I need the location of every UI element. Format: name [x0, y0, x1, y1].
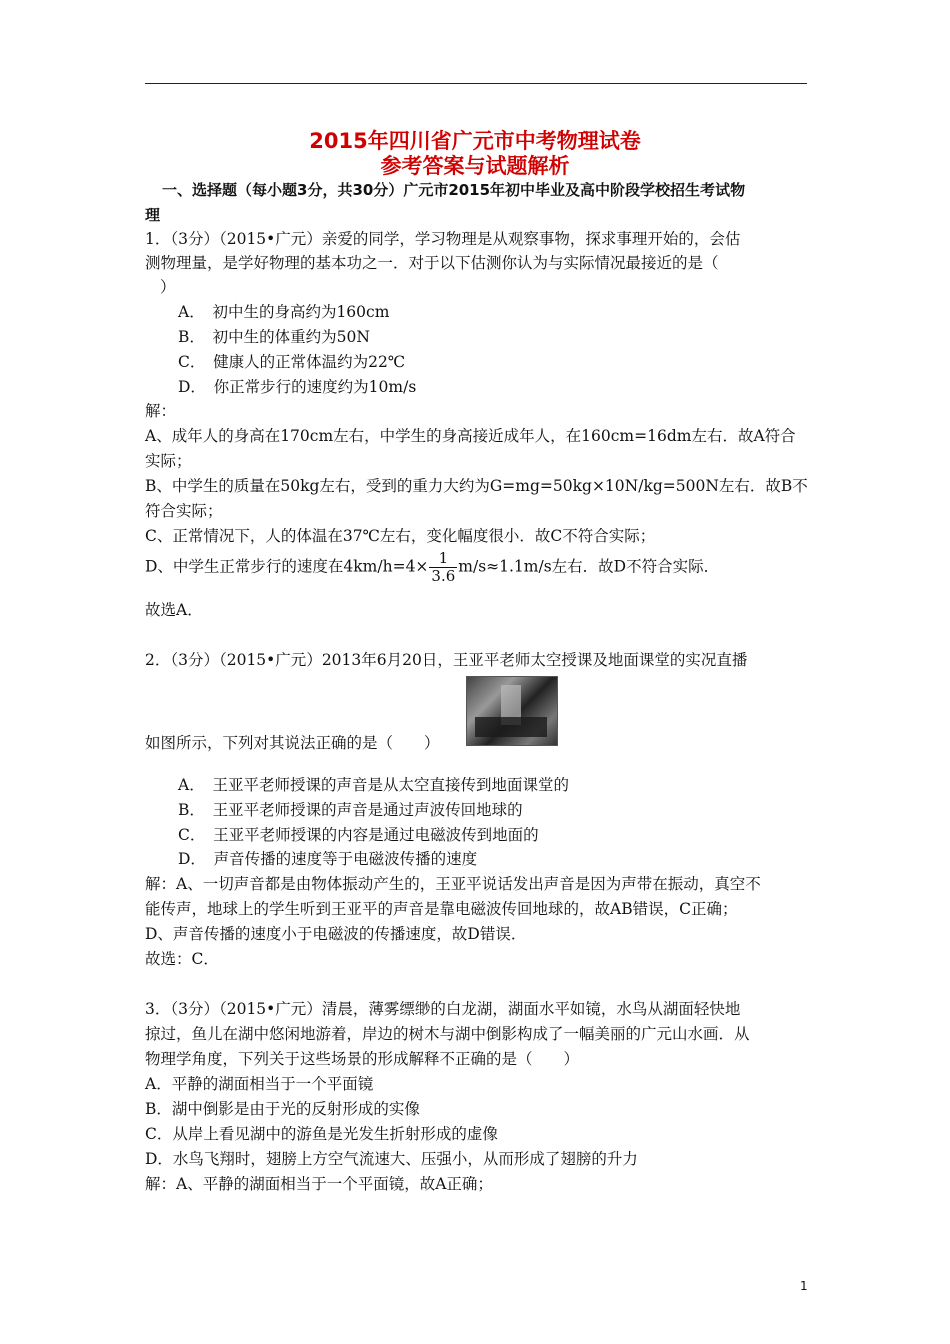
q3-option-b: B．湖中倒影是由于光的反射形成的实像: [145, 1100, 420, 1118]
q3-stem-2: 掠过，鱼儿在湖中悠闲地游着，岸边的树木与湖中倒影构成了一幅美丽的广元山水画．从: [145, 1025, 750, 1043]
q1-solution-b1: B、中学生的质量在50kg左右，受到的重力大约为G=mg=50kg×10N/kg=500N左右．故B不: [145, 477, 808, 495]
q3-stem-1: 3．（3分）（2015•广元）清晨，薄雾缥缈的白龙湖，湖面水平如镜，水鸟从湖面轻快地: [145, 1000, 741, 1018]
q1-answer: 故选A．: [145, 601, 203, 619]
q1-solution-a1: A、成年人的身高在170cm左右，中学生的身高接近成年人，在160cm=16dm左右．故A符合: [145, 427, 796, 445]
q1-solution-b2: 符合实际；: [145, 502, 223, 520]
q3-option-d: D．水鸟飞翔时，翅膀上方空气流速大、压强小，从而形成了翅膀的升力: [145, 1150, 638, 1168]
page-subtitle: 参考答案与试题解析: [380, 154, 570, 178]
fraction-denominator: 3.6: [431, 567, 456, 585]
q2-option-a: A． 王亚平老师授课的声音是从太空直接传到地面课堂的: [178, 776, 569, 794]
q1-solution-a2: 实际；: [145, 452, 192, 470]
q2-stem-1: 2．（3分）（2015•广元）2013年6月20日，王亚平老师太空授课及地面课堂的实况直播: [145, 651, 748, 669]
q1-option-b: B． 初中生的体重约为50N: [178, 328, 370, 346]
q1-solution-c: C、正常情况下，人的体温在37℃左右，变化幅度很小．故C不符合实际；: [145, 527, 656, 545]
q1-solution-d: [145, 550, 719, 585]
q2-solution-3: D、声音传播的速度小于电磁波的传播速度，故D错误．: [145, 925, 527, 943]
q2-option-d: D． 声音传播的速度等于电磁波传播的速度: [178, 850, 478, 868]
section-heading-cont: 理: [145, 206, 161, 224]
q1-stem-2: 测物理量，是学好物理的基本功之一．对于以下估测你认为与实际情况最接近的是（: [145, 254, 719, 272]
q1-option-a: A． 初中生的身高约为160cm: [178, 303, 390, 321]
q2-stem-2: 如图所示，下列对其说法正确的是（ ）: [145, 734, 440, 752]
q1-solution-d-pre: D、中学生正常步行的速度在4km/h=4×: [145, 557, 429, 576]
q2-option-b: B． 王亚平老师授课的声音是通过声波传回地球的: [178, 801, 523, 819]
q2-option-c: C． 王亚平老师授课的内容是通过电磁波传到地面的: [178, 826, 539, 844]
q3-option-c: C．从岸上看见湖中的游鱼是光发生折射形成的虚像: [145, 1125, 498, 1143]
q1-option-c: C． 健康人的正常体温约为22℃: [178, 353, 406, 371]
q2-answer: 故选：C．: [145, 950, 219, 968]
q2-solution-1: 解：A、一切声音都是由物体振动产生的，王亚平说话发出声音是因为声带在振动，真空不: [145, 875, 761, 893]
q1-stem-1: 1．（3分）（2015•广元）亲爱的同学，学习物理是从观察事物，探求事理开始的，会估: [145, 230, 741, 248]
classroom-photo: [466, 676, 558, 746]
q3-solution-1: 解：A、平静的湖面相当于一个平面镜，故A正确；: [145, 1175, 493, 1193]
page-number: 1: [800, 1279, 808, 1293]
q3-stem-3: 物理学角度，下列关于这些场景的形成解释不正确的是（ ）: [145, 1050, 580, 1068]
q1-stem-3: ）: [160, 278, 176, 296]
section-heading: 一、选择题（每小题3分，共30分）广元市2015年初中毕业及高中阶段学校招生考试物: [162, 181, 746, 199]
q2-solution-2: 能传声，地球上的学生听到王亚平的声音是靠电磁波传回地球的，故AB错误，C正确；: [145, 900, 738, 918]
q1-option-d: D． 你正常步行的速度约为10m/s: [178, 378, 417, 396]
header-rule: [145, 83, 807, 84]
fraction-numerator: 1: [429, 550, 457, 568]
q3-option-a: A．平静的湖面相当于一个平面镜: [145, 1075, 374, 1093]
q1-solution-label: 解：: [145, 402, 177, 420]
page-title: 2015年四川省广元市中考物理试卷: [309, 129, 641, 153]
fraction: [429, 550, 457, 585]
q1-solution-d-post: m/s≈1.1m/s左右．故D不符合实际．: [458, 557, 720, 576]
